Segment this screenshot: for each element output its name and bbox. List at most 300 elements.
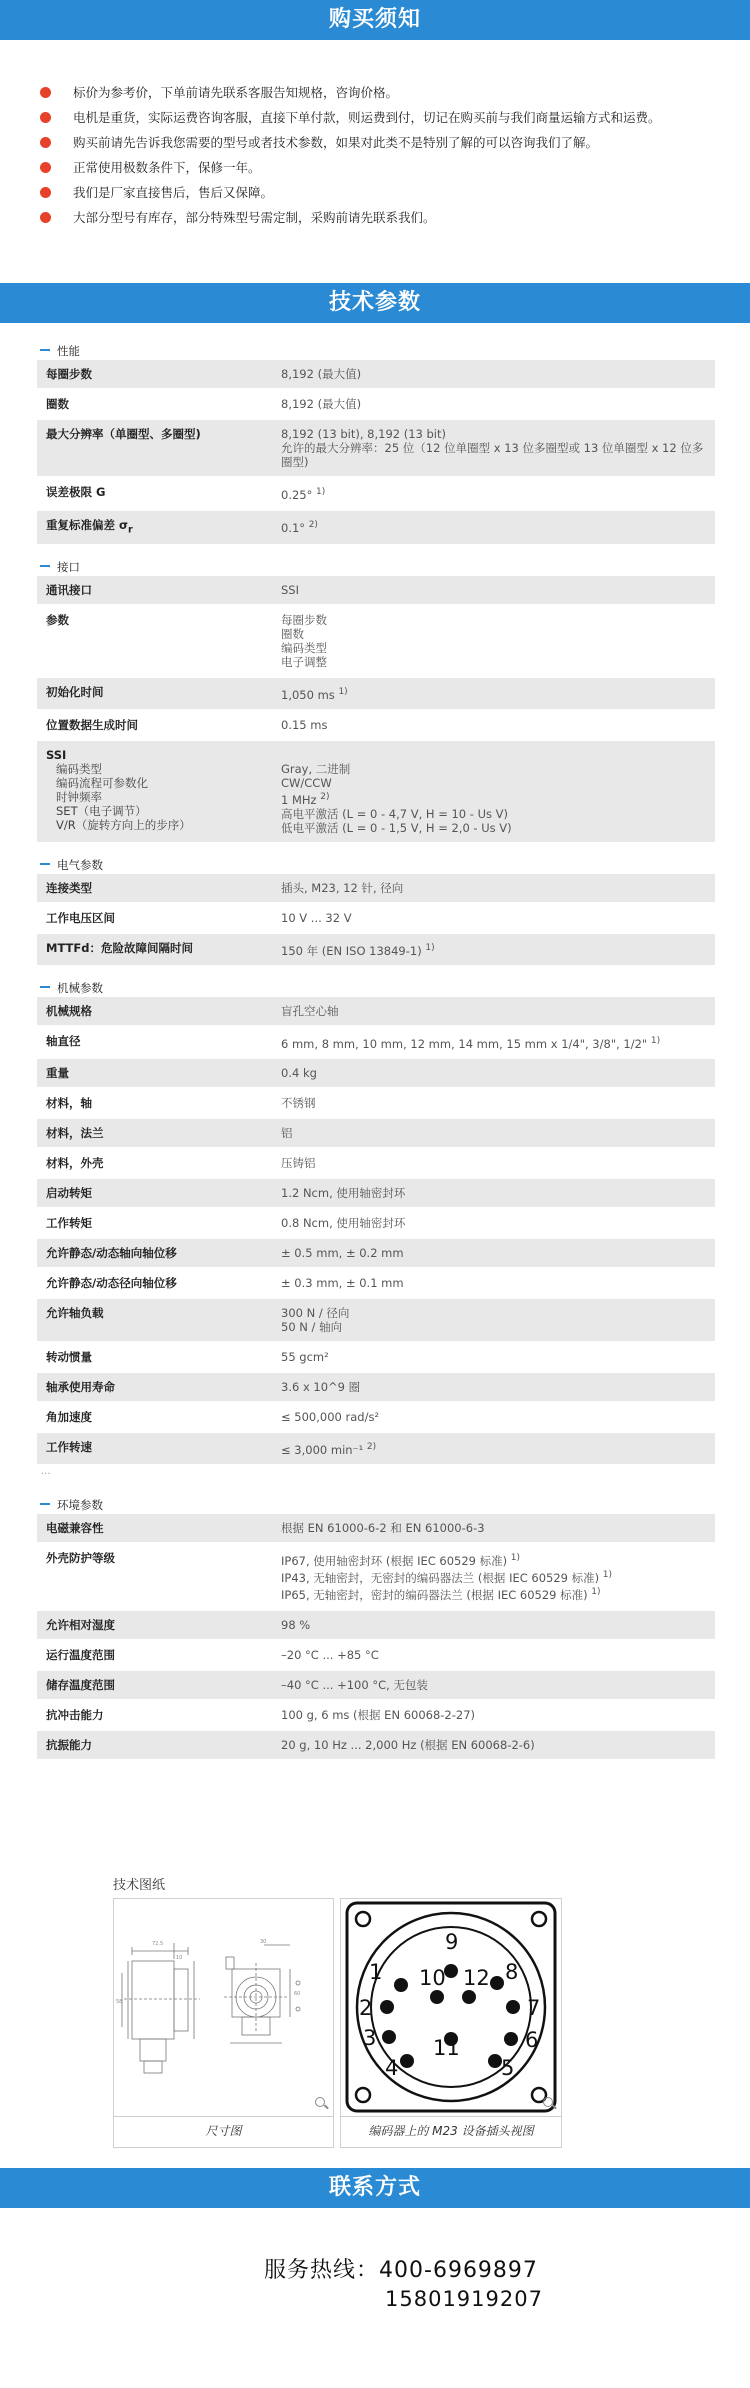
spec-row [37, 1119, 715, 1147]
notice-list [37, 80, 737, 230]
spec-value [281, 1059, 715, 1087]
section-marker-icon [40, 863, 50, 865]
spec-value-text: 压铸铝 [281, 1156, 316, 1171]
spec-value [281, 1544, 715, 1608]
specs-banner: 技术参数 [0, 283, 750, 323]
spec-label [37, 1641, 281, 1669]
notice-item [37, 80, 737, 105]
spec-label-text: 误差极限 G [46, 485, 106, 499]
spec-value-line [281, 685, 709, 702]
phone-primary[interactable]: 400-6969897 [379, 2258, 538, 2283]
spec-label-text: 圈数 [46, 397, 69, 411]
spec-label [37, 678, 281, 709]
footnote-ref: 1) [338, 687, 348, 698]
spec-value [281, 1299, 715, 1341]
bullet-icon [40, 187, 51, 198]
spec-label-text: 允许静态/动态径向轴位移 [46, 1276, 177, 1291]
section-marker-icon [40, 1503, 50, 1505]
spec-row [37, 511, 715, 544]
spec-value-text: 8,192 (最大值) [281, 367, 362, 381]
spec-value-text: 不锈钢 [281, 1096, 316, 1111]
spec-value [281, 390, 715, 418]
connector-pin [380, 2000, 394, 2014]
spec-row [37, 1269, 715, 1297]
spec-value-line [281, 1618, 709, 1632]
spec-label [37, 420, 281, 476]
spec-value-text: IP65, 无轴密封，密封的编码器法兰 (根据 IEC 60529 标准) [281, 1587, 588, 1602]
spec-label [37, 1701, 281, 1729]
spec-label-text: MTTFd：危险故障间隔时间 [46, 940, 193, 955]
footnote-ref: 1) [650, 1035, 661, 1046]
spec-value-line [281, 1350, 709, 1364]
spec-value [281, 1179, 715, 1207]
spec-value-text: 插头, M23, 12 针, 径向 [281, 880, 404, 895]
spec-label-text: 运行温度范围 [46, 1647, 115, 1662]
svg-text:10: 10 [176, 1955, 183, 1961]
pin-number-label: 5 [501, 2056, 515, 2080]
section-title-text: 接口 [57, 560, 80, 575]
spec-row [37, 1514, 715, 1542]
notice-text: 我们是厂家直接售后，售后又保障。 [73, 185, 274, 200]
spec-value-line [281, 583, 709, 597]
spec-value-text: 0.25° [281, 487, 313, 502]
spec-value-line [281, 1066, 709, 1080]
connector-drawing [341, 1899, 561, 2117]
spec-value-text: 3.6 x 10^9 圈 [281, 1380, 361, 1395]
spec-value-line [281, 1568, 709, 1585]
spec-value [281, 874, 715, 902]
phone-secondary[interactable]: 15801919207 [385, 2287, 543, 2311]
connector-pin [506, 2000, 520, 2014]
spec-value-text: 150 年 (EN ISO 13849-1) [281, 943, 422, 958]
spec-label-text: 转动惯量 [46, 1350, 92, 1365]
connector-pin [488, 2054, 502, 2068]
spec-value-line [281, 718, 709, 732]
section-title-text: 环境参数 [57, 1498, 103, 1513]
ssi-sublabel: V/R（旋转方向上的步序） [56, 817, 191, 832]
bullet-icon [40, 137, 51, 148]
spec-row [37, 1239, 715, 1267]
spec-label-text: 外壳防护等级 [46, 1551, 115, 1566]
spec-value-text: 55 gcm² [281, 1350, 329, 1365]
spec-value [281, 711, 715, 739]
spec-label-subscript: r [127, 524, 133, 536]
pin-number-label: 4 [385, 2056, 399, 2080]
ssi-title: SSI [46, 747, 67, 762]
spec-label [37, 1373, 281, 1401]
spec-value-line [281, 1708, 709, 1722]
spec-value-line [281, 941, 709, 958]
spec-value [281, 1611, 715, 1639]
spec-value-text: 圈数 [281, 627, 304, 642]
spec-label-text: 工作转速 [46, 1440, 92, 1455]
spec-row [37, 997, 715, 1025]
pin-number-label: 11 [433, 2036, 460, 2060]
notice-item [37, 105, 737, 130]
spec-value [281, 1239, 715, 1267]
spec-label-text: 抗振能力 [46, 1737, 92, 1752]
section-title-environment [37, 1484, 715, 1514]
spec-row [37, 711, 715, 739]
notice-text: 电机是重货，实际运费咨询客服，直接下单付款，则运费到付，切记在购买前与我们商量运输方式和运费。 [73, 110, 661, 125]
spec-label-text: 重量 [46, 1066, 69, 1081]
spec-label-text: 每圈步数 [46, 367, 92, 381]
spec-value [281, 1269, 715, 1297]
spec-label [37, 576, 281, 604]
spec-value-text: 8,192 (13 bit), 8,192 (13 bit) [281, 427, 446, 441]
spec-label [37, 1209, 281, 1237]
spec-value-text: 0.8 Ncm, 使用轴密封环 [281, 1216, 406, 1231]
svg-text:58: 58 [116, 1999, 123, 2005]
ssi-value [281, 807, 709, 821]
spec-label [37, 1027, 281, 1058]
spec-row [37, 1149, 715, 1177]
spec-label [37, 1149, 281, 1177]
spec-value [281, 1403, 715, 1431]
spec-value [281, 1373, 715, 1401]
spec-value-text: 20 g, 10 Hz ... 2,000 Hz (根据 EN 60068-2-6) [281, 1737, 535, 1752]
pin-number-label: 8 [505, 1960, 519, 1984]
spec-label-text: 参数 [46, 613, 69, 628]
spec-label-text: 轴直径 [46, 1033, 81, 1048]
hotline [264, 2253, 538, 2284]
contact-banner: 联系方式 [0, 2168, 750, 2208]
spec-label-text: 材料，法兰 [46, 1126, 104, 1141]
spec-value-line [281, 1004, 709, 1018]
ssi-value-text: 低电平激活 (L = 0 - 1,5 V, H = 2,0 - Us V) [281, 820, 512, 835]
pin-number-label: 1 [369, 1960, 383, 1984]
spec-label-text: 通讯接口 [46, 583, 92, 598]
section-marker-icon [40, 986, 50, 988]
spec-label [37, 1119, 281, 1147]
spec-label-text: 轴承使用寿命 [46, 1380, 115, 1395]
spec-value-line [281, 1585, 709, 1602]
footnote-ref: 1) [510, 1553, 521, 1564]
footnote-ref: 1) [316, 487, 326, 497]
section-title-mechanical [37, 967, 715, 997]
section-title-text: 性能 [57, 344, 80, 358]
spec-label-text: 允许轴负载 [46, 1306, 104, 1321]
spec-label [37, 874, 281, 902]
spec-label [37, 1611, 281, 1639]
spec-value-text: –20 °C ... +85 °C [281, 1647, 379, 1662]
bullet-icon [40, 212, 51, 223]
spec-label-text: 初始化时间 [46, 685, 104, 700]
dimension-drawing-svg [114, 1899, 333, 2116]
connector-pin [430, 1990, 444, 2004]
spec-row [37, 1731, 715, 1759]
connector-drawing-card[interactable] [340, 1898, 562, 2148]
spec-row [37, 1343, 715, 1371]
zoom-icon[interactable] [315, 2097, 325, 2107]
spec-value [281, 1701, 715, 1729]
spec-value-text: 0.4 kg [281, 1066, 317, 1081]
spec-value-line [281, 1186, 709, 1200]
spec-table [37, 336, 715, 1761]
spec-value-text: 300 N / 径向 [281, 1306, 350, 1321]
spec-value-text: 盲孔空心轴 [281, 1003, 339, 1018]
notice-item [37, 130, 737, 155]
spec-value-text: ± 0.3 mm, ± 0.1 mm [281, 1276, 404, 1291]
spec-value [281, 1343, 715, 1371]
spec-value-line [281, 1246, 709, 1260]
spec-value-line [281, 1380, 709, 1394]
spec-value-text: 100 g, 6 ms (根据 EN 60068-2-27) [281, 1707, 476, 1722]
spec-value [281, 1119, 715, 1147]
spec-value [281, 1641, 715, 1669]
spec-row [37, 576, 715, 604]
spec-row [37, 1179, 715, 1207]
spec-label [37, 711, 281, 739]
spec-row [37, 1059, 715, 1087]
drawings-title: 技术图纸 [113, 1878, 166, 1893]
spec-value-text: 6 mm, 8 mm, 10 mm, 12 mm, 14 mm, 15 mm x 1/4", 3/8", 1/2" [281, 1036, 648, 1051]
connector-pin [490, 1976, 504, 1990]
spec-label [37, 1671, 281, 1699]
pin-number-label: 12 [463, 1966, 490, 1990]
spec-value-line [281, 1306, 709, 1320]
connector-pin [394, 1978, 408, 1992]
spec-row [37, 1089, 715, 1117]
spec-value-text: 铝 [281, 1126, 293, 1141]
spec-value [281, 606, 715, 676]
ssi-value-text: 高电平激活 (L = 0 - 4,7 V, H = 10 - Us V) [281, 806, 509, 821]
ssi-value [281, 821, 709, 835]
notice-banner: 购买须知 [0, 0, 750, 40]
ssi-value-text: CW/CCW [281, 775, 332, 790]
spec-value-line [281, 1320, 709, 1334]
spec-row [37, 390, 715, 418]
spec-value-text: 8,192 (最大值) [281, 397, 362, 411]
spec-label-text: 启动转矩 [46, 1186, 92, 1201]
spec-label-text: 机械规格 [46, 1003, 92, 1018]
spec-label-text: 最大分辨率（单圈型、多圈型) [46, 427, 201, 441]
spec-label [37, 741, 281, 842]
spec-label [37, 1403, 281, 1431]
spec-value [281, 478, 715, 509]
spec-value-text: 根据 EN 61000-6-2 和 EN 61000-6-3 [281, 1521, 485, 1536]
spec-label [37, 904, 281, 932]
spec-value-line [281, 1648, 709, 1662]
spec-value-text: 10 V ... 32 V [281, 910, 352, 925]
spec-label [37, 1239, 281, 1267]
dimension-drawing-card[interactable] [113, 1898, 334, 2148]
spec-value-text: 50 N / 轴向 [281, 1320, 343, 1335]
spec-label-text: 抗冲击能力 [46, 1707, 104, 1722]
svg-text:60: 60 [294, 1991, 301, 1997]
spec-value [281, 511, 715, 544]
section-title-interface [37, 546, 715, 576]
spec-row [37, 1209, 715, 1237]
spec-row [37, 1373, 715, 1401]
pin-number-label: 6 [525, 2028, 539, 2052]
spec-value [281, 1731, 715, 1759]
spec-value-text: 编码类型 [281, 641, 327, 656]
spec-value [281, 1089, 715, 1117]
zoom-icon[interactable] [543, 2097, 553, 2107]
spec-row [37, 1403, 715, 1431]
footnote-ref: 1) [591, 1586, 601, 1597]
spec-value [281, 1433, 715, 1464]
notice-item [37, 155, 737, 180]
ssi-value [281, 762, 709, 776]
spec-value-line [281, 655, 709, 669]
connector-pin [400, 2054, 414, 2068]
spec-row [37, 1671, 715, 1699]
spec-value-text: ± 0.5 mm, ± 0.2 mm [281, 1246, 404, 1261]
spec-value [281, 1514, 715, 1542]
spec-value [281, 360, 715, 388]
dimension-caption: 尺寸图 [205, 2124, 242, 2138]
spec-value [281, 997, 715, 1025]
notice-text: 大部分型号有库存，部分特殊型号需定制，采购前请先联系我们。 [73, 210, 436, 225]
spec-value-line [281, 1096, 709, 1110]
spec-label [37, 478, 281, 509]
spec-label [37, 1299, 281, 1341]
spec-row [37, 1544, 715, 1608]
spec-label [37, 360, 281, 388]
spec-value [281, 1027, 715, 1058]
spec-row [37, 904, 715, 932]
section-marker-icon [40, 349, 50, 351]
spec-row [37, 1433, 715, 1464]
spec-value-line [281, 1440, 709, 1457]
spec-value [281, 576, 715, 604]
spec-value-text: 1,050 ms [281, 687, 335, 702]
spec-label-text: 储存温度范围 [46, 1677, 115, 1692]
ssi-sublabel: SET（电子调节） [56, 803, 147, 818]
hotline-label: 服务热线： [264, 2258, 380, 2283]
footnote-ref: 1) [602, 1570, 613, 1581]
spec-value-line [281, 613, 709, 627]
spec-value-text: 0.1° [281, 520, 306, 535]
spec-label-text: 工作转矩 [46, 1216, 92, 1231]
spec-row [37, 360, 715, 388]
spec-label [37, 1514, 281, 1542]
section-title-text: 机械参数 [57, 980, 103, 995]
footnote-ref: 1) [425, 942, 435, 953]
spec-value [281, 678, 715, 709]
spec-label [37, 390, 281, 418]
spec-value-line [281, 1216, 709, 1230]
bullet-icon [40, 87, 51, 98]
spec-value-line: 允许的最大分辨率：25 位（12 位单圈型 x 13 位多圈型或 13 位单圈型 x 12 位多圈型) [281, 441, 704, 469]
spec-value-text: ≤ 500,000 rad/s² [281, 1410, 380, 1425]
spec-row [37, 606, 715, 676]
ssi-value-text: Gray, 二进制 [281, 761, 351, 776]
spec-value [281, 1671, 715, 1699]
spec-label [37, 1059, 281, 1087]
spec-row [37, 478, 715, 509]
spec-value-line [281, 627, 709, 641]
spec-label [37, 1544, 281, 1608]
notice-item [37, 205, 737, 230]
spec-value-text: –40 °C ... +100 °C, 无包装 [281, 1677, 428, 1692]
spec-value-text: IP43, 无轴密封，无密封的编码器法兰 (根据 IEC 60529 标准) [281, 1570, 600, 1585]
connector-pin [444, 1964, 458, 1978]
spec-row [37, 934, 715, 965]
spec-label-text: 材料，外壳 [46, 1156, 104, 1171]
notice-item [37, 180, 737, 205]
spec-value-text: 电子调整 [281, 655, 327, 670]
connector-pin [504, 2032, 518, 2046]
spec-value-line [281, 1738, 709, 1752]
connector-svg [341, 1899, 561, 2116]
spec-label-text: 电磁兼容性 [46, 1521, 104, 1536]
section-title-electrical [37, 844, 715, 874]
spec-row [37, 678, 715, 709]
ssi-sublabel: 时钟频率 [56, 789, 102, 804]
footnote-ref: 2) [308, 519, 318, 530]
spec-value-line [281, 485, 709, 502]
spec-label-text: 允许静态/动态轴向轴位移 [46, 1246, 177, 1261]
notice-text: 正常使用极数条件下，保修一年。 [73, 160, 261, 175]
spec-value-line [281, 1551, 709, 1568]
spec-value-line [281, 427, 709, 441]
spec-value-text: 98 % [281, 1617, 311, 1632]
spec-value-line [281, 881, 709, 895]
spec-value-text: 0.15 ms [281, 717, 328, 732]
spec-value [281, 934, 715, 965]
notice-text: 标价为参考价，下单前请先联系客服告知规格，咨询价格。 [73, 85, 399, 100]
spec-value-line [281, 1034, 709, 1051]
spec-value-line [281, 367, 709, 381]
bullet-icon [40, 162, 51, 173]
pin-number-label: 2 [359, 1996, 373, 2020]
spec-row-ssi [37, 741, 715, 842]
spec-value-line [281, 1410, 709, 1424]
ellipsis: ... [41, 1466, 51, 1478]
ssi-value-text: 1 MHz [281, 792, 317, 807]
section-title-text: 电气参数 [57, 857, 103, 872]
spec-row [37, 1299, 715, 1341]
spec-value-line [281, 911, 709, 925]
spec-row [37, 1611, 715, 1639]
footnote-ref: 2) [366, 1442, 377, 1453]
spec-value [281, 904, 715, 932]
spec-label [37, 511, 281, 544]
spec-value-line [281, 1276, 709, 1290]
spec-label [37, 1731, 281, 1759]
spec-value-line [281, 641, 709, 655]
footnote-ref: 2) [320, 791, 330, 802]
spec-label-text: 连接类型 [46, 880, 92, 895]
spec-value [281, 741, 715, 842]
svg-text:72.5: 72.5 [152, 1941, 164, 1947]
spec-value [281, 1209, 715, 1237]
spec-value-text: 1.2 Ncm, 使用轴密封环 [281, 1186, 406, 1201]
spec-label [37, 934, 281, 965]
spec-value-line [281, 397, 709, 411]
spec-label [37, 1433, 281, 1464]
spec-label [37, 606, 281, 676]
spec-label-text: 材料，轴 [46, 1096, 92, 1111]
spec-label [37, 1179, 281, 1207]
spec-label [37, 997, 281, 1025]
spec-value-text: IP67, 使用轴密封环 (根据 IEC 60529 标准) [281, 1554, 508, 1569]
spec-value-line [281, 1521, 709, 1535]
spec-value-text: 每圈步数 [281, 613, 327, 628]
spec-label-text: 位置数据生成时间 [46, 717, 138, 732]
spec-row [37, 874, 715, 902]
section-marker-icon [40, 565, 50, 567]
spec-value [281, 420, 715, 476]
spec-row [37, 420, 715, 476]
ssi-spacer [281, 748, 709, 762]
ssi-sublabel: 编码类型 [56, 761, 102, 776]
pin-number-label: 9 [445, 1930, 459, 1954]
spec-value-text: ≤ 3,000 min⁻¹ [281, 1443, 364, 1458]
